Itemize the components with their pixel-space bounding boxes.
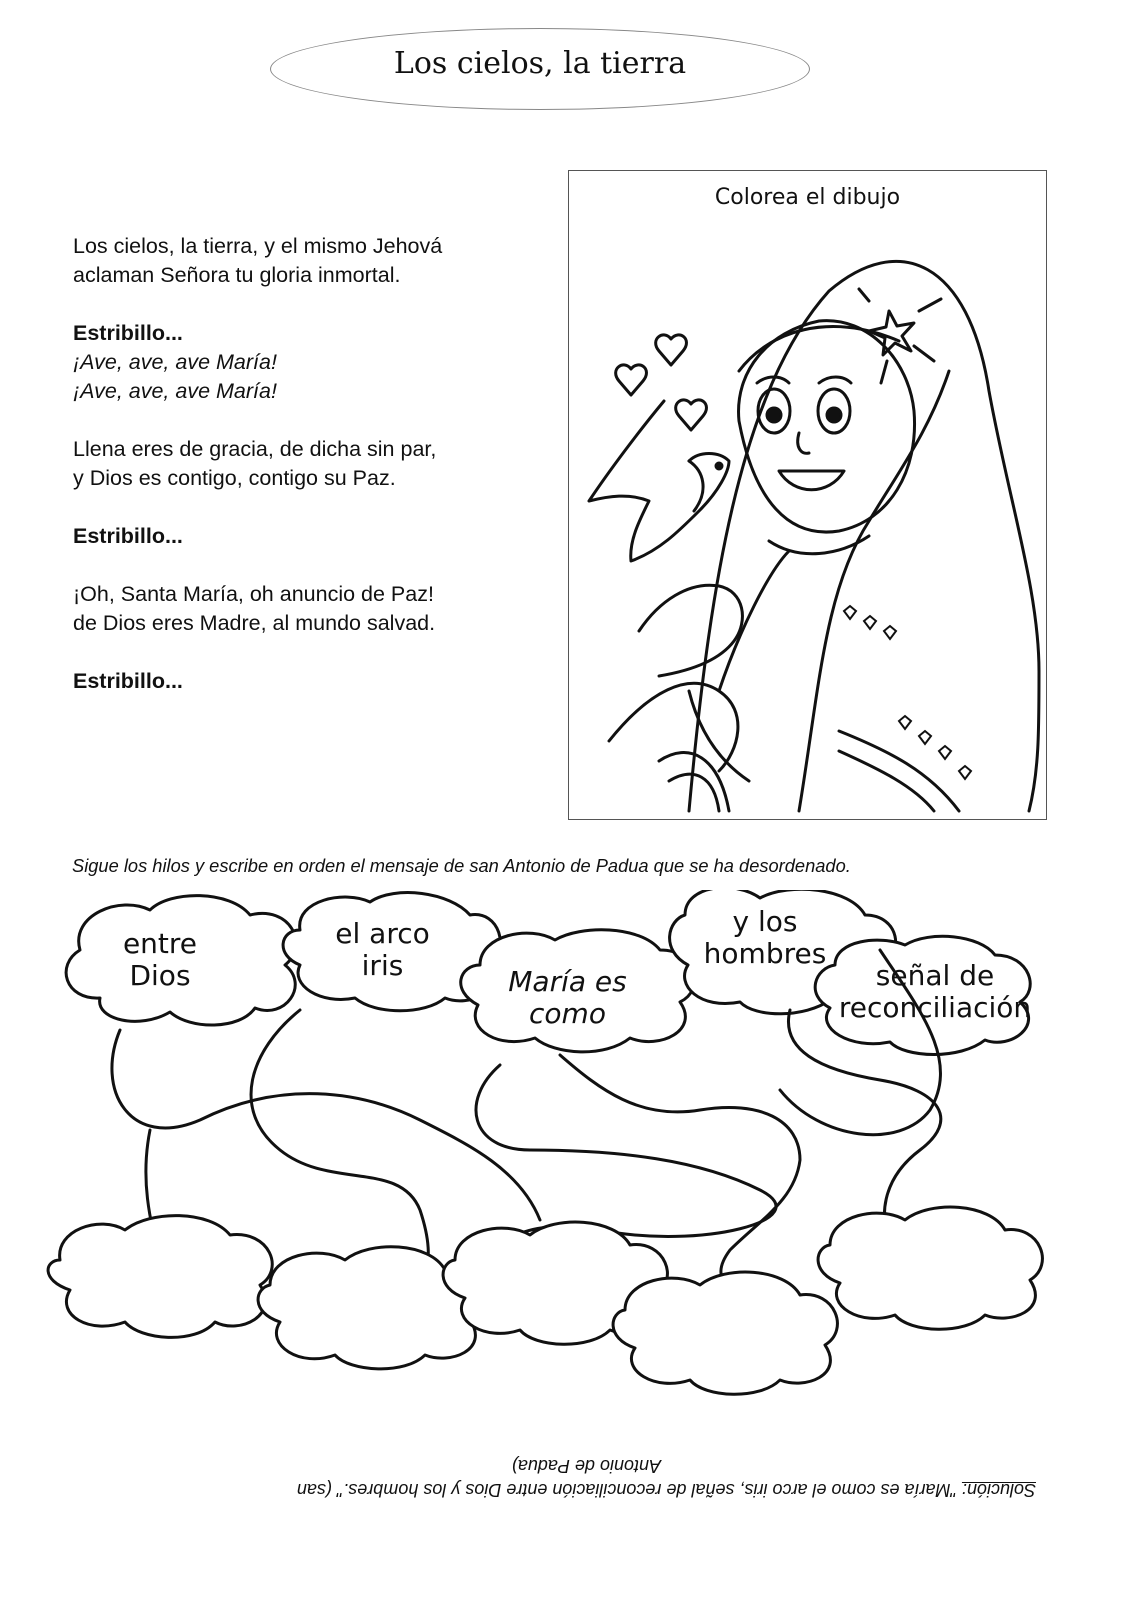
cloud-bottom-1	[48, 1216, 272, 1338]
coloring-title: Colorea el dibujo	[714, 185, 901, 210]
cloud-5-line1: señal de	[875, 959, 995, 992]
coloring-box	[568, 170, 1047, 820]
cloud-4-line2: hombres	[703, 937, 827, 970]
verse1-line1: Los cielos, la tierra, y el mismo Jehová	[73, 234, 443, 258]
verse3-line1: ¡Oh, Santa María, oh anuncio de Paz!	[73, 582, 434, 606]
solution-text: "María es como el arco iris, señal de reconciliación entre Dios y los hombres." (san	[296, 1480, 962, 1500]
cloud-label-1	[95, 928, 225, 992]
upside-down-solution	[0, 1440, 1131, 1510]
cloud-1-line2: Dios	[129, 959, 191, 992]
solution-label: Solución:	[961, 1480, 1036, 1500]
chorus-label: Estribillo...	[73, 524, 183, 548]
page-title: Los cielos, la tierra	[393, 46, 687, 81]
cloud-label-4	[690, 906, 840, 970]
verse2-line2: y Dios es contigo, contigo su Paz.	[73, 466, 396, 490]
solution-line2: Antonio de Padua)	[511, 1456, 661, 1476]
cloud-label-5	[830, 960, 1040, 1024]
cloud-bottom-4	[613, 1272, 837, 1394]
verse2-line1: Llena eres de gracia, de dicha sin par,	[73, 437, 437, 461]
mary-dove-illustration	[569, 171, 1046, 819]
cloud-5-line2: reconciliación	[838, 991, 1032, 1024]
cloud-2-line2: iris	[361, 949, 404, 982]
song-lyrics	[73, 232, 563, 725]
verse1-line2: aclaman Señora tu gloria inmortal.	[73, 263, 401, 287]
cloud-1-line1: entre	[122, 927, 198, 960]
cloud-3-line2: como	[529, 997, 606, 1030]
maze-instruction: Sigue los hilos y escribe en orden el mensaje de san Antonio de Padua que se ha desordenado.	[72, 855, 851, 876]
solution-line1	[116, 1479, 1036, 1500]
cloud-label-2	[310, 918, 455, 982]
chorus-label: Estribillo...	[73, 669, 183, 693]
chorus-line2: ¡Ave, ave, ave María!	[73, 379, 277, 403]
cloud-4-line1: y los	[732, 905, 798, 938]
chorus-line1: ¡Ave, ave, ave María!	[73, 350, 277, 374]
cloud-3-line1: María es	[508, 965, 627, 998]
cloud-label-3	[480, 966, 655, 1030]
chorus-label: Estribillo...	[73, 321, 183, 345]
cloud-bottom-5	[818, 1207, 1042, 1329]
cloud-2-line1: el arco	[335, 917, 430, 950]
verse3-line2: de Dios eres Madre, al mundo salvad.	[73, 611, 436, 635]
